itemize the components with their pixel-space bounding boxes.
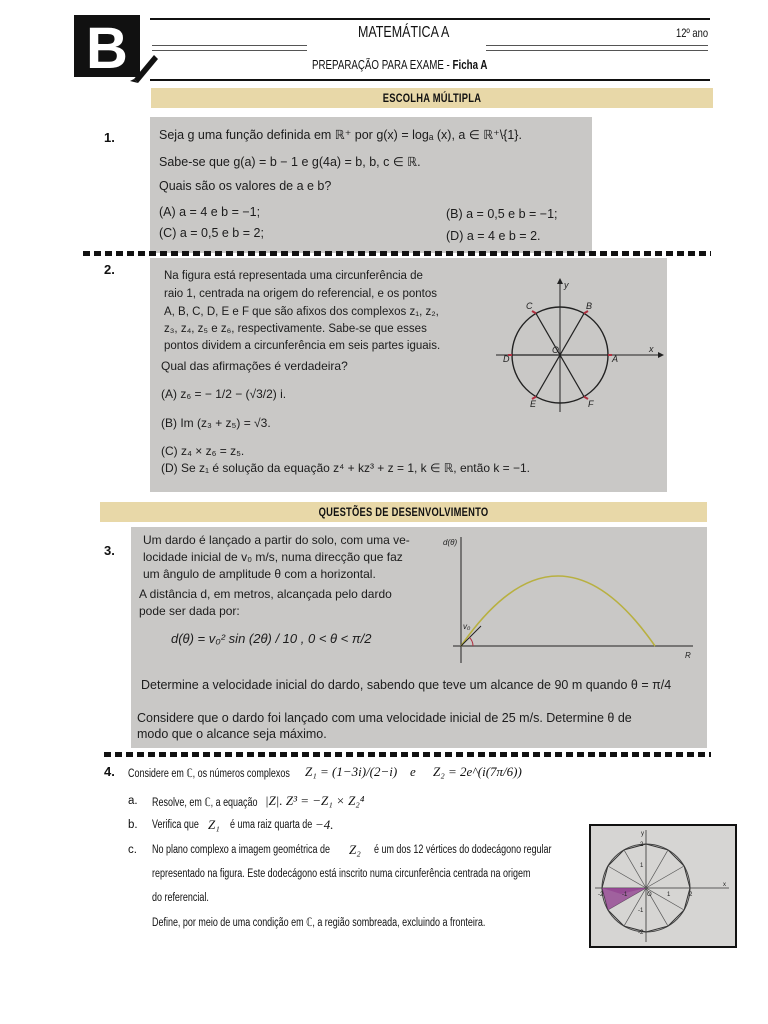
q4-c-line-4: Define, por meio de uma condição em ℂ, a região sombreada, excluindo a fronteira. <box>152 917 486 929</box>
header-rule-left-1 <box>152 45 307 46</box>
svg-text:-2: -2 <box>638 930 644 936</box>
q2-line-1: Na figura está representada uma circunferência de <box>164 270 423 282</box>
svg-text:y: y <box>641 831 644 837</box>
header-bottom-line <box>150 79 710 81</box>
header-top-line <box>150 18 710 20</box>
svg-text:x: x <box>649 344 654 354</box>
question-2-number: 2. <box>104 262 115 277</box>
svg-text:2: 2 <box>640 842 644 848</box>
svg-text:C: C <box>526 301 533 311</box>
unit-circle-figure <box>486 276 666 414</box>
svg-text:2: 2 <box>689 892 693 898</box>
header-rule-right-2 <box>486 50 708 51</box>
q2-option-c: (C) z₄ × z₆ = z₅. <box>161 444 245 458</box>
svg-text:y: y <box>564 280 569 290</box>
svg-text:O: O <box>647 892 652 898</box>
question-1-image <box>150 117 592 253</box>
logo <box>74 15 158 83</box>
q4-b-text: Verifica que <box>152 819 199 831</box>
header-rule-right-1 <box>486 45 708 46</box>
page-subtitle: PREPARAÇÃO PARA EXAME - Ficha A <box>312 58 488 72</box>
page-title: MATEMÁTICA A <box>358 24 450 41</box>
svg-text:d(θ): d(θ) <box>443 538 458 547</box>
q4-c-z2: Z₂ <box>349 842 361 857</box>
q3-line-1: Um dardo é lançado a partir do solo, com uma ve- <box>143 533 410 547</box>
svg-text:O: O <box>552 345 560 355</box>
svg-text:R: R <box>685 651 691 660</box>
svg-text:A: A <box>612 354 619 364</box>
q2-option-b: (B) Im (z₃ + z₅) = √3. <box>161 416 271 430</box>
q4-a-equation: |Z|. Z³ = −Z₁ × Z₂⁴ <box>265 793 365 808</box>
svg-text:-1: -1 <box>638 908 644 914</box>
q2-line-5: pontos dividem a circunferência em seis partes iguais. <box>164 340 441 352</box>
q4-c-line-2: representado na figura. Este dodecágono está inscrito numa circunferência centrada na origem <box>152 868 531 880</box>
q2-line-4: z₃, z₄, z₅ e z₆, respectivamente. Sabe-se que esses <box>164 323 427 335</box>
q4-z2: Z₂ = 2e^(i(7π/6)) <box>433 764 522 779</box>
question-1-number: 1. <box>104 130 115 145</box>
q4-conjunction: e <box>410 764 416 779</box>
svg-text:F: F <box>588 399 594 409</box>
q3-line-5: pode ser dada por: <box>139 604 240 618</box>
q3-part-1: Determine a velocidade inicial do dardo, sabendo que teve um alcance de 90 m quando θ = π/4 <box>141 678 672 692</box>
sheet-name: Ficha A <box>452 58 488 72</box>
separator-2 <box>104 752 711 757</box>
q3-part-2b: modo que o alcance seja máximo. <box>137 727 327 741</box>
svg-text:-1: -1 <box>622 892 628 898</box>
q1-option-c: (C) a = 0,5 e b = 2; <box>159 226 264 240</box>
q4-c-line-3: do referencial. <box>152 892 209 904</box>
q1-option-a: (A) a = 4 e b = −1; <box>159 205 261 219</box>
q3-part-2a: Considere que o dardo foi lançado com uma velocidade inicial de 25 m/s. Determine θ de <box>137 711 632 725</box>
q2-option-d: (D) Se z₁ é solução da equação z⁴ + kz³ + z = 1, k ∈ ℝ, então k = −1. <box>161 461 531 475</box>
svg-text:1: 1 <box>667 892 671 898</box>
svg-text:x: x <box>723 882 726 888</box>
svg-text:v₀: v₀ <box>463 622 471 631</box>
question-4-number: 4. <box>104 764 115 779</box>
q4-b-z1: Z₁ <box>208 817 220 832</box>
logo-letter: B <box>86 16 128 81</box>
q2-line-3: A, B, C, D, E e F que são afixos dos complexos z₁, z₂, <box>164 306 439 318</box>
q4-b-label: b. <box>128 819 138 831</box>
section-multiple-choice: ESCOLHA MÚLTIPLA <box>151 88 713 108</box>
q2-option-a: (A) z₆ = − 1/2 − (√3/2) i. <box>161 387 287 401</box>
q4-a-text: Resolve, em ℂ, a equação <box>152 797 258 809</box>
svg-text:D: D <box>503 354 510 364</box>
q1-line-1: Seja g uma função definida em ℝ⁺ por g(x) = logₐ (x), a ∈ ℝ⁺\{1}. <box>159 128 522 142</box>
q1-line-3: Quais são os valores de a e b? <box>159 179 332 193</box>
q4-z1: Z₁ = (1−3i)/(2−i) <box>305 764 398 779</box>
q4-b-text-2: é uma raiz quarta de <box>230 819 313 831</box>
dodecagon-figure <box>589 824 737 948</box>
svg-text:-2: -2 <box>598 892 604 898</box>
q3-line-2: locidade inicial de v₀ m/s, numa direcção que faz <box>143 550 403 564</box>
question-3-image <box>131 527 707 748</box>
svg-text:B: B <box>586 301 593 311</box>
trajectory-figure <box>431 531 703 667</box>
q3-line-3: um ângulo de amplitude θ com a horizontal. <box>143 567 376 581</box>
svg-text:E: E <box>530 399 537 409</box>
section-development: QUESTÕES DE DESENVOLVIMENTO <box>100 502 707 522</box>
q4-c-line-1b: é um dos 12 vértices do dodecágono regular <box>374 844 552 856</box>
q1-option-b: (B) a = 0,5 e b = −1; <box>446 207 558 221</box>
question-2-image <box>150 258 667 492</box>
header-rule-left-2 <box>152 50 307 51</box>
q3-line-4: A distância d, em metros, alcançada pelo dardo <box>139 587 392 601</box>
q4-c-label: c. <box>128 844 137 856</box>
q4-b-value: −4. <box>315 817 334 832</box>
question-3-number: 3. <box>104 543 115 558</box>
svg-text:1: 1 <box>640 863 644 869</box>
q1-option-d: (D) a = 4 e b = 2. <box>446 229 541 243</box>
q4-a-label: a. <box>128 795 138 807</box>
q4-c-line-1a: No plano complexo a imagem geométrica de <box>152 844 330 856</box>
q3-formula: d(θ) = v₀² sin (2θ) / 10 , 0 < θ < π/2 <box>171 631 372 646</box>
separator-1 <box>83 251 711 256</box>
q2-line-2: raio 1, centrada na origem do referencial, e os pontos <box>164 288 437 300</box>
grade-label: 12º ano <box>676 26 709 40</box>
q1-line-2: Sabe-se que g(a) = b − 1 e g(4a) = b, b, c ∈ ℝ. <box>159 155 421 169</box>
q4-intro: Considere em ℂ, os números complexos <box>128 768 290 780</box>
q2-line-6: Qual das afirmações é verdadeira? <box>161 359 348 373</box>
